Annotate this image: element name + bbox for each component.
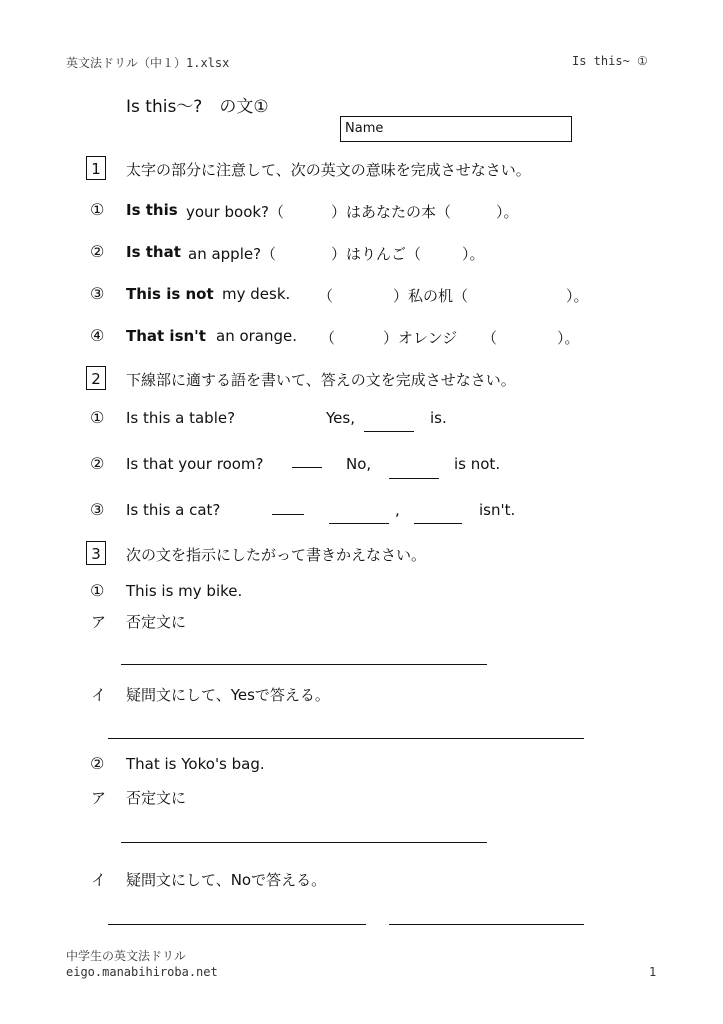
s3-item-2-a-text: 否定文に bbox=[126, 789, 187, 807]
s2-item-2-question: Is that your room? bbox=[126, 455, 264, 473]
s3-item-1-i-text: 疑問文にして、Yesで答える。 bbox=[126, 686, 330, 704]
s2-item-1-blank[interactable] bbox=[364, 431, 414, 432]
footer-site: eigo.manabihiroba.net bbox=[66, 965, 218, 979]
s2-item-3-mark: ③ bbox=[90, 500, 105, 519]
s3-item-2-i-text: 疑問文にして、Noで答える。 bbox=[126, 871, 327, 889]
s2-item-3-dash bbox=[272, 514, 304, 515]
s2-item-1-answer-end: is. bbox=[430, 409, 447, 427]
s3-item-2-mark: ② bbox=[90, 754, 105, 773]
s2-item-1-mark: ① bbox=[90, 408, 105, 427]
s3-item-2-a-answer-line[interactable] bbox=[121, 842, 487, 843]
s1-item-1-mark: ① bbox=[90, 200, 105, 219]
s2-item-3-blank-1[interactable] bbox=[329, 523, 389, 524]
s2-item-3-question: Is this a cat? bbox=[126, 501, 221, 519]
s1-item-3-end: ）。 bbox=[566, 287, 589, 305]
s2-item-3-comma: , bbox=[395, 501, 400, 519]
s3-item-2-i-answer-line-2[interactable] bbox=[389, 924, 584, 925]
sheet-name: Is this~ ① bbox=[572, 54, 648, 68]
s1-item-2-bold: Is that bbox=[126, 243, 181, 261]
s3-item-1-a-mark: ア bbox=[91, 613, 107, 631]
s1-item-2-end: ）。 bbox=[462, 245, 485, 263]
s1-item-4-japanese: ）オレンジ bbox=[383, 329, 458, 347]
page-number: 1 bbox=[649, 965, 657, 979]
s1-item-1-bold: Is this bbox=[126, 201, 178, 219]
section-1-number: 1 bbox=[86, 156, 106, 180]
s1-item-2-japanese: ）はりんご（ bbox=[331, 245, 422, 263]
s3-item-1-a-answer-line[interactable] bbox=[121, 664, 487, 665]
section-2-instruction: 下線部に適する語を書いて、答えの文を完成させなさい。 bbox=[126, 371, 516, 389]
footer-book-title: 中学生の英文法ドリル bbox=[66, 949, 187, 963]
s2-item-2-answer-start: No, bbox=[346, 455, 372, 473]
s1-item-4-end: ）。 bbox=[557, 329, 580, 347]
s1-item-2-mark: ② bbox=[90, 242, 105, 261]
s3-item-2-i-answer-line-1[interactable] bbox=[108, 924, 366, 925]
s3-item-1-i-answer-line[interactable] bbox=[108, 738, 584, 739]
name-field[interactable] bbox=[340, 116, 572, 142]
s2-item-1-answer-start: Yes, bbox=[326, 409, 355, 427]
s3-item-2-a-mark: ア bbox=[91, 789, 107, 807]
section-3-instruction: 次の文を指示にしたがって書きかえなさい。 bbox=[126, 546, 427, 564]
s1-item-3-text: my desk. bbox=[222, 285, 291, 303]
s3-item-1-a-text: 否定文に bbox=[126, 613, 187, 631]
s3-item-2-sentence: That is Yoko's bag. bbox=[126, 755, 265, 773]
page-title: Is this～? の文① bbox=[126, 97, 269, 117]
s1-item-4-text: an orange. bbox=[216, 327, 298, 345]
s1-item-1-end: ）。 bbox=[496, 203, 519, 221]
s1-item-3-bold: This is not bbox=[126, 285, 214, 303]
section-3-number: 3 bbox=[86, 541, 106, 565]
section-1-instruction: 太字の部分に注意して、次の英文の意味を完成させなさい。 bbox=[126, 161, 531, 179]
s3-item-2-i-mark: イ bbox=[91, 871, 107, 889]
s1-item-1-text: your book?（ bbox=[186, 203, 285, 221]
s1-item-1-japanese: ）はあなたの本（ bbox=[331, 203, 452, 221]
s1-item-3-mark: ③ bbox=[90, 284, 105, 303]
s2-item-2-dash bbox=[292, 467, 322, 468]
s1-item-3-japanese: ）私の机（ bbox=[393, 287, 469, 305]
s2-item-2-blank[interactable] bbox=[389, 478, 439, 479]
s2-item-2-mark: ② bbox=[90, 454, 105, 473]
s1-item-4-mark: ④ bbox=[90, 326, 105, 345]
s1-item-4-bold: That isn't bbox=[126, 327, 206, 345]
s1-item-2-text: an apple?（ bbox=[188, 245, 277, 263]
s1-item-4-open2: （ bbox=[482, 329, 498, 347]
s3-item-1-i-mark: イ bbox=[91, 686, 107, 704]
s3-item-1-mark: ① bbox=[90, 581, 105, 600]
s1-item-3-open: （ bbox=[318, 287, 334, 305]
section-2-number: 2 bbox=[86, 366, 106, 390]
s2-item-1-question: Is this a table? bbox=[126, 409, 236, 427]
s2-item-2-answer-end: is not. bbox=[454, 455, 501, 473]
name-label: Name bbox=[345, 121, 384, 136]
s2-item-3-blank-2[interactable] bbox=[414, 523, 462, 524]
s3-item-1-sentence: This is my bike. bbox=[126, 582, 243, 600]
s2-item-3-answer-end: isn't. bbox=[479, 501, 516, 519]
file-name: 英文法ドリル（中１）1.xlsx bbox=[66, 56, 230, 70]
s1-item-4-open: （ bbox=[320, 329, 336, 347]
